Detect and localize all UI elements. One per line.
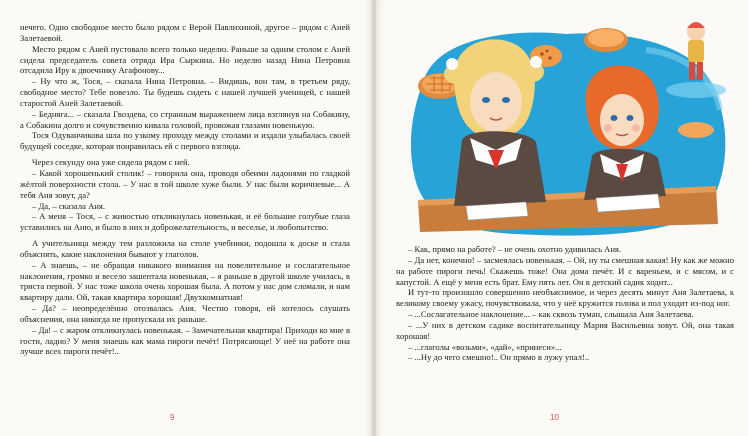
paragraph: Тося Одуванчикова шла по узкому проходу между столами и издали улыбалась своей будущей соседке, которая понравилась ей с первого взгляда.	[20, 130, 350, 152]
page-number: 10	[550, 413, 559, 422]
paragraph: нечего. Одно свободное место было рядом с Верой Павлихиной, другое – рядом с Аней Залетаевой.	[20, 22, 350, 43]
paragraph: Место рядом с Аней пустовало всего только неделю. Раньше за одним столом с Аней сидела председатель совета отряда Ира Сыркина. Но неделю назад Нина Петровна отсадила Иру к двоечнику Агафонову...	[20, 43, 350, 76]
illustration	[396, 10, 736, 242]
paragraph: – А знаешь, – не обращая никакого внимания на повелительное и сослагательное наклонения, громко и весело зашептала новенькая, – я раньше в другой школе училась, в триста первой. У нас тоже школа очень хорошая была. А потом у нас дом сломали, и нам квартиру дали. Ой, такая квартира хорошая! Двухкомнатная!	[20, 259, 350, 303]
paragraph: – Да, – сказала Аня.	[32, 200, 105, 211]
pie-icon	[678, 122, 714, 138]
paragraph: – Как, прямо на работе? – не очень охотно удивилась Аня.	[408, 244, 622, 254]
paragraph: – ...глаголы «возьми», «дай», «принеси»...	[408, 341, 562, 352]
paragraph: А учительница между тем разложила на столе учебники, подошла к доске и стала объяснять, какие наклонения бывают у глаголов.	[20, 238, 350, 259]
right-page	[376, 0, 748, 436]
paragraph: – ...У них в детском садике воспитательницу Мария Васильевна зовут. Ой, она такая хорошая!	[396, 319, 734, 341]
paragraph: – ...Сослагательное наклонение... – как сквозь туман, слышала Аня Залетаева.	[408, 309, 694, 320]
paragraph: – Да? – неопределённо отозвалась Аня. Честно говоря, ей хотелось слушать объяснения, она никогда не пропускала их раньше.	[20, 303, 350, 324]
paragraph: – Бедняга... – сказала Гвоздева, со странным выражением лица взглянув на Собакину, а Собакина долго и сочувственно кивала головой, провожая глазами новенькую.	[20, 108, 350, 130]
left-page	[0, 0, 372, 436]
paragraph: – Да нет, конечно! – засмеялась новенькая. – Ой, ну ты смешная какая! Ну как же можно на работе пироги печь! Скажешь тоже! Она дома печёт. И с вареньем, и с мясом, и с капустой. А ещё у меня есть брат. Ему пять лет. Он в детский садик ходит...	[396, 254, 734, 287]
left-page-text	[20, 22, 350, 357]
paragraph: – Какой хорошенький столик! – говорила она, проводя обеими ладонями по гладкой жёлтой поверхности стола. – У нас в той школе хуже были. У нас были коричневые... А тебя Аня зовут, да?	[20, 167, 350, 200]
paragraph: – ...Ну до чего смешно!.. Он прямо в лужу упал!..	[408, 352, 590, 363]
paragraph: – А меня – Тося, – с живостью откликнулась новенькая, и её большие голубые глаза уставились на Аню, и было в них и доброжелательность, и веселье, и любопытство.	[20, 211, 350, 233]
pie-icon	[584, 28, 628, 52]
paragraph: Через секунду она уже сидела рядом с ней.	[32, 157, 190, 168]
page-number: 9	[170, 413, 175, 422]
right-page-text	[396, 244, 734, 363]
paragraph: И тут-то произошло совершенно необъяснимое, и через десять минут Аня Залетаева, к великому своему ужасу, почувствовала, что у неё кружится голова и пол уходит из-под ног.	[396, 287, 734, 309]
paragraph: – Ну что ж, Тося, – сказала Нина Петровна. – Видишь, вон там, в третьем ряду, свободное место? Тебе повезло. Ты будешь сидеть с нашей лучшей ученицей, с нашей старостой Аней Залетаевой.	[20, 76, 350, 108]
paragraph: – Да! – с жаром откликнулась новенькая. – Замечательная квартира! Приходи ко мне в гости, ладно? У меня знаешь как мама пироги печёт! Потрясающе! У неё на работе она лучше всех пироги печёт!..	[20, 324, 350, 357]
